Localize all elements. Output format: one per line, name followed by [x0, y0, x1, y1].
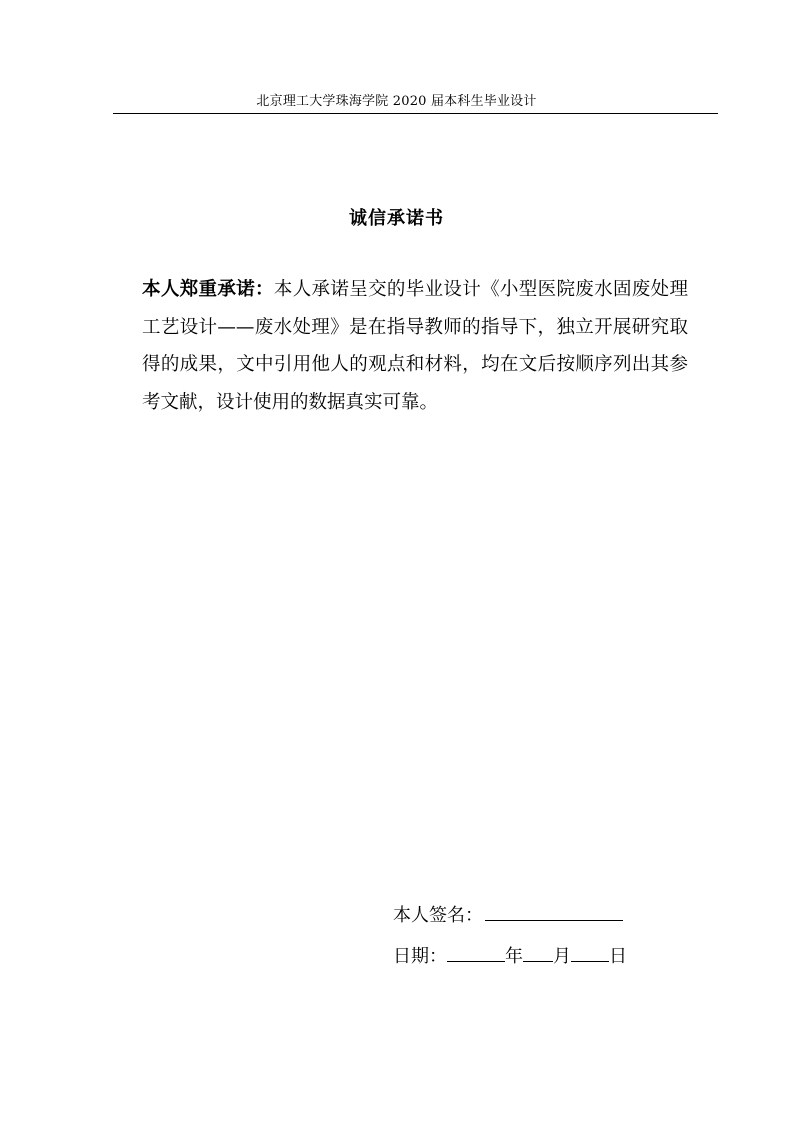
signature-label: 本人签名：	[393, 905, 483, 926]
date-row	[393, 941, 627, 969]
running-header: 北京理工大学珠海学院 2020 届本科生毕业设计	[256, 94, 537, 109]
pledge-lead: 本人郑重承诺：	[142, 279, 274, 300]
document-title: 诚信承诺书	[349, 208, 444, 229]
pledge-body: 本人承诺呈交的毕业设计《小型医院废水固废处理工艺设计——废水处理》是在指导教师的指导下，独立开展研究取得的成果，文中引用他人的观点和材料，均在文后按顺序列出其参考文献，设计使用的数据真实可靠。	[142, 279, 688, 413]
date-label: 日期：	[393, 946, 447, 967]
year-unit: 年	[505, 946, 523, 967]
signature-row	[393, 900, 623, 928]
pledge-paragraph	[142, 271, 688, 421]
year-blank[interactable]	[447, 941, 505, 962]
month-unit: 月	[553, 946, 571, 967]
day-blank[interactable]	[571, 941, 609, 962]
month-blank[interactable]	[523, 941, 553, 962]
header-divider	[113, 113, 718, 114]
signature-blank[interactable]	[485, 900, 623, 921]
day-unit: 日	[609, 946, 627, 967]
